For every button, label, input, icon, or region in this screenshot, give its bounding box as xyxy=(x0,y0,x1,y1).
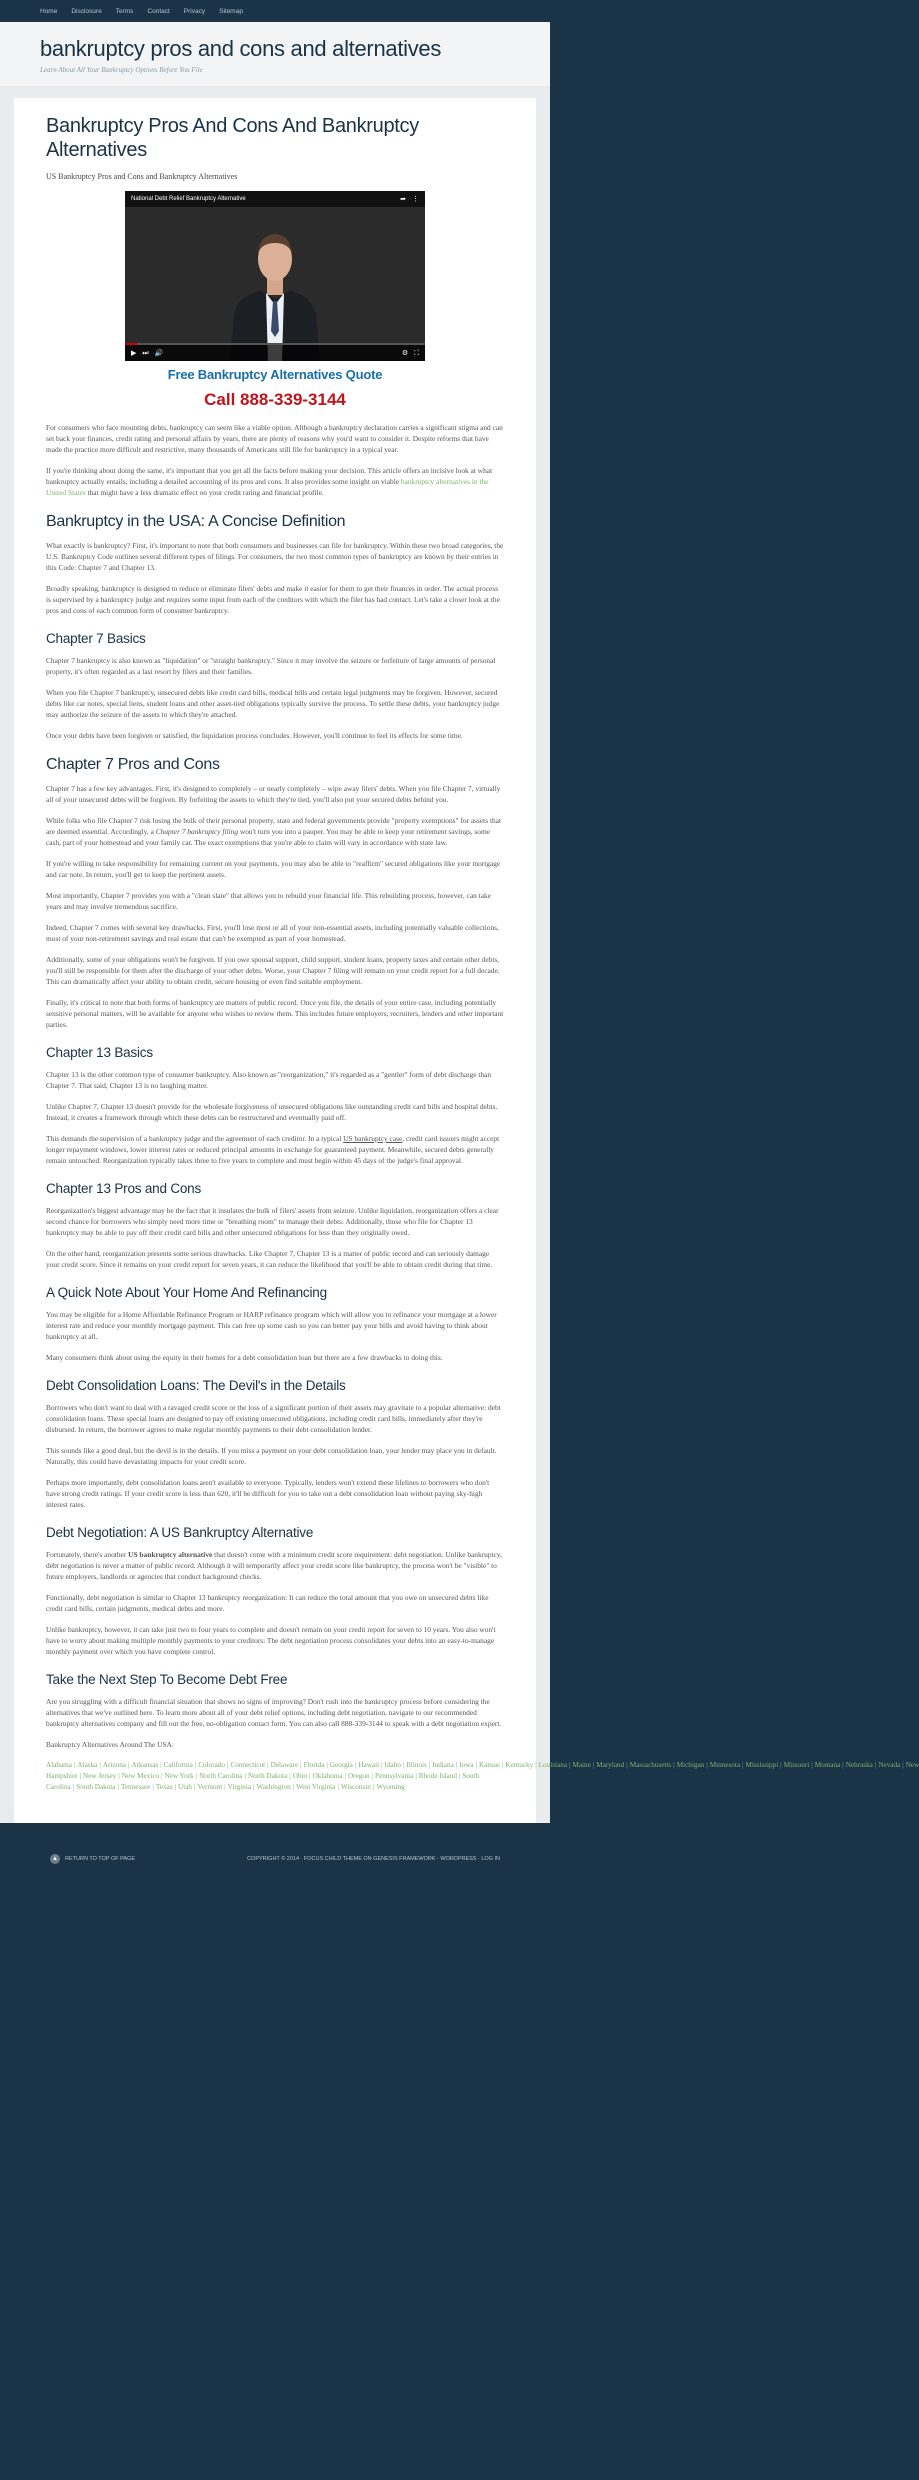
play-icon[interactable]: ▶ xyxy=(131,349,137,357)
paragraph: Most importantly, Chapter 7 provides you with a "clean slate" that allows you to rebuild your financial life. This rebuilding process, however, can take years and may involve tremendous sacrifice. xyxy=(46,891,491,911)
paragraph: Chapter 13 is the other common type of consumer bankruptcy. Also known as "reorganization," it's regarded as a "gentler" form of debt discharge than Chapter 7. That said, Chapter 13 is no laughing matter. xyxy=(46,1070,492,1090)
state-link[interactable]: Colorado xyxy=(198,1761,225,1769)
state-link[interactable]: Ohio xyxy=(292,1772,308,1780)
paragraph: Finally, it's critical to note that both forms of bankruptcy are matters of public record. Once you file, the details of your entire case, including potentially sensitive personal matters, will be available for anyone who wishes to review them. This includes future employers, recruiters, lenders and other important parties. xyxy=(46,998,504,1029)
section-heading: Take the Next Step To Become Debt Free xyxy=(46,1672,288,1687)
state-link[interactable]: Alaska xyxy=(77,1761,98,1769)
state-link[interactable]: California xyxy=(163,1761,193,1769)
state-link[interactable]: Michigan xyxy=(676,1761,705,1769)
paragraph: Chapter 7 bankruptcy is also known as "liquidation" or "straight bankruptcy." Since it may involve the seizure or forfeiture of large amounts of personal property, it's often regarded as a last resort by filers and their families. xyxy=(46,656,496,676)
nav-item-sitemap[interactable]: Sitemap xyxy=(219,7,243,15)
site-tagline: Learn About All Your Bankruptcy Options Before You File xyxy=(40,66,203,74)
paragraph: While folks who file Chapter 7 risk losing the bulk of their personal property, state and federal governments provide "property exemptions" for assets that are deemed essential. Accordingly, a Chapter 7 bankruptcy filing won't turn you into a pauper. You may be able to keep your retirement savings, some cash, part of your homestead and your family car. The exact exemptions that you're able to claim will vary in accordance with state law. xyxy=(46,816,502,847)
next-icon[interactable]: ⏭ xyxy=(142,348,149,357)
state-link[interactable]: New Jersey xyxy=(83,1772,117,1780)
state-link[interactable]: Texas xyxy=(155,1783,173,1791)
paragraph: Unlike Chapter 7, Chapter 13 doesn't provide for the wholesale forgiveness of unsecured obligations like outstanding credit card bills and hospital debts. Instead, it creates a framework through which these debts can be restructured and eventually paid off. xyxy=(46,1102,498,1122)
top-nav xyxy=(0,0,550,22)
state-link[interactable]: New Mexico xyxy=(121,1772,160,1780)
state-link[interactable]: Kansas xyxy=(479,1761,500,1769)
state-link[interactable]: Wisconsin xyxy=(340,1783,371,1791)
state-link[interactable]: Nevada xyxy=(878,1761,901,1769)
state-link[interactable]: Washington xyxy=(256,1783,291,1791)
video-title: National Debt Relief Bankruptcy Alternative xyxy=(131,196,246,202)
settings-icon[interactable]: ⚙ xyxy=(401,349,409,357)
state-link[interactable]: Illinois xyxy=(406,1761,427,1769)
state-link[interactable]: Oregon xyxy=(347,1772,370,1780)
state-link[interactable]: Maine xyxy=(572,1761,591,1769)
volume-icon[interactable]: 🔊 xyxy=(154,349,164,357)
content-wrap xyxy=(0,86,919,1823)
article xyxy=(14,98,919,1823)
state-link[interactable]: Arizona xyxy=(102,1761,126,1769)
state-link[interactable]: Arkansas xyxy=(131,1761,159,1769)
state-link[interactable]: Mississippi xyxy=(745,1761,779,1769)
site-footer xyxy=(0,1823,550,1895)
paragraph: Reorganization's biggest advantage may be the fact that it insulates the bulk of filers' assets from seizure. Unlike liquidation, reorganization offers a clear second chance for borrowers who simply need more time or "breathing room" to manage their debts. Additionally, those who file for Chapter 13 bankruptcy may be able to pay off their credit card bills and other unsecured obligations for less than they originally owed. xyxy=(46,1206,499,1237)
states-list-heading: Bankruptcy Alternatives Around The USA: xyxy=(46,1740,174,1749)
video-player[interactable] xyxy=(125,191,425,361)
state-link[interactable]: Minnesota xyxy=(709,1761,741,1769)
section-heading: A Quick Note About Your Home And Refinancing xyxy=(46,1285,327,1300)
paragraph: You may be eligible for a Home Affordable Refinance Program or HARP refinance program which will allow you to refinance your mortgage at a lower interest rate and reduce your monthly mortgage payment. This can free up some cash so you can better pay your bills and avoid having to think about bankruptcy at all. xyxy=(46,1310,497,1341)
state-link[interactable]: New York xyxy=(164,1772,194,1780)
site-title[interactable]: bankruptcy pros and cons and alternatives xyxy=(40,36,442,61)
state-link[interactable]: North Carolina xyxy=(199,1772,243,1780)
state-link[interactable]: Hawaii xyxy=(358,1761,380,1769)
state-link[interactable]: Delaware xyxy=(270,1761,299,1769)
paragraph: Unlike bankruptcy, however, it can take just two to four years to complete and doesn't remain on your credit report for seven to 10 years. You also won't have to worry about making multiple monthly payments to your creditors: The debt negotiation process consolidates your debts into an easy-to-manage monthly payment over which you have complete control. xyxy=(46,1625,496,1656)
site-header xyxy=(0,22,550,86)
state-link[interactable]: Oklahoma xyxy=(312,1772,343,1780)
state-link[interactable]: Vermont xyxy=(197,1783,223,1791)
copyright: COPYRIGHT © 2014 · FOCUS CHILD THEME ON GENESIS FRAMEWORK · WORDPRESS · LOG IN xyxy=(247,1856,500,1862)
paragraph: Indeed, Chapter 7 comes with several key drawbacks. First, you'll lose most or all of your non-essential assets, including potentially valuable collections, most of your non-retirement savings and real estate that can't be exempted as part of your homestead. xyxy=(46,923,499,943)
intro-p1: For consumers who face mounting debts, bankruptcy can seem like a viable option. Although a bankruptcy declaration carries a significant stigma and can set back your finances, credit rating and personal affairs by years, there are plenty of reasons why you'd want to consider it. Despite reforms that have made the practice more difficult and restrictive, many thousands of Americans still file for bankruptcy in a typical year. xyxy=(46,423,503,454)
state-link[interactable]: Connecticut xyxy=(230,1761,266,1769)
state-link[interactable]: Montana xyxy=(814,1761,841,1769)
back-to-top-label: RETURN TO TOP OF PAGE xyxy=(65,1856,135,1862)
nav-item-home[interactable]: Home xyxy=(40,7,58,15)
section-heading: Chapter 13 Basics xyxy=(46,1045,153,1060)
paragraph: When you file Chapter 7 bankruptcy, unsecured debts like credit card bills, medical bills and certain legal judgments may be forgiven. However, secured debts like car notes, special liens, student loans and other asset-tied obligations typically survive the process. To settle these debts, your bankruptcy judge may authorize the seizure of the assets to which they're attached. xyxy=(46,688,500,719)
nav-item-privacy[interactable]: Privacy xyxy=(183,7,206,15)
paragraph: What exactly is bankruptcy? First, it's important to note that both consumers and businesses can file for bankruptcy. Within these two broad categories, the U.S. Bankruptcy Code outlines several different types of filings. For consumers, the two most common types of bankruptcy are known by their entries in this Code: Chapter 7 and Chapter 13. xyxy=(46,541,504,572)
share-icon[interactable]: ➦ xyxy=(400,196,406,203)
state-link[interactable]: Utah xyxy=(178,1783,192,1791)
intro-p2: If you're thinking about doing the same, it's important that you get all the facts before making your decision. This article offers an incisive look at what bankruptcy actually entails, including a detailed accounting of its pros and cons. It also provides some insight on viable bankruptcy alternatives in the United States that might have a less dramatic effect on your credit rating and financial profile. xyxy=(46,466,493,497)
state-link[interactable]: Missouri xyxy=(783,1761,810,1769)
nav-item-contact[interactable]: Contact xyxy=(147,7,170,15)
state-link[interactable]: Iowa xyxy=(459,1761,474,1769)
paragraph: Perhaps more importantly, debt consolidation loans aren't available to everyone. Typically, lenders won't extend these lifelines to borrowers who don't have strong credit ratings. If your credit score is less than 620, it'll be difficult for you to take out a debt consolidation loan without paying sky-high interest rates. xyxy=(46,1478,490,1509)
arrow-up-icon: ▲ xyxy=(50,1854,60,1864)
paragraph: This sounds like a good deal, but the devil is in the details. If you miss a payment on your debt consolidation loan, your lender may place you in default. Naturally, this could have devastating impacts for your credit score. xyxy=(46,1446,497,1466)
section-heading: Debt Consolidation Loans: The Devil's in the Details xyxy=(46,1378,346,1393)
back-to-top[interactable] xyxy=(50,1854,135,1864)
state-link[interactable]: Nebraska xyxy=(845,1761,873,1769)
video-title-bar xyxy=(125,191,425,207)
paragraph: Fortunately, there's another US bankruptcy alternative that doesn't come with a minimum credit score requirement: debt negotiation. Unlike bankruptcy, debt negotiation is never a matter of public record. Although it will temporarily affect your credit score like bankruptcy, the process won't be "visible" to future employers, landlords or agencies that conduct background checks. xyxy=(46,1550,502,1581)
section-heading: Chapter 7 Basics xyxy=(46,631,146,646)
paragraph: Once your debts have been forgiven or satisfied, the liquidation process concludes. However, you'll continue to feel its effects for some time. xyxy=(46,731,463,740)
post-title: Bankruptcy Pros And Cons And Bankruptcy Alternatives xyxy=(46,115,419,161)
state-link[interactable]: New Hampshire xyxy=(46,1761,919,1780)
state-link[interactable]: Alabama xyxy=(46,1761,72,1769)
bankruptcy-case-link[interactable]: US bankruptcy case xyxy=(343,1134,403,1143)
paragraph: Many consumers think about using the equity in their homes for a debt consolidation loan but there are a few drawbacks to doing this. xyxy=(46,1353,443,1362)
alternatives-link[interactable]: bankruptcy alternatives in the United States xyxy=(46,477,489,497)
state-link[interactable]: Idaho xyxy=(384,1761,401,1769)
state-link[interactable]: Indiana xyxy=(432,1761,454,1769)
states-list: Alabama | Alaska | Arizona | Arkansas | California | Colorado | Connecticut | Delaware | Florida | Georgia | Hawaii | Idaho | Illinois | Indiana | Iowa | Kansas | Kentucky | Louisiana | Maine | Maryland | Massachusetts | Michigan | Minnesota | Mississippi | Missouri | Montana | Nebraska | Nevada | New Hampshire | New Jersey | New Mexico | New York | North Carolina | North Dakota | Ohio | Oklahoma | Oregon | Pennsylvania | Rhode Island | South Carolina | South Dakota | Tennessee | Texas | Utah | Vermont | Virginia | Washington | West Virginia | Wisconsin | Wyoming xyxy=(46,1761,919,1791)
state-link[interactable]: Tennessee xyxy=(120,1783,151,1791)
state-link[interactable]: North Dakota xyxy=(247,1772,288,1780)
nav-item-disclosure[interactable]: Disclosure xyxy=(71,7,102,15)
more-icon[interactable]: ⋮ xyxy=(412,196,419,203)
phone-number[interactable]: Call 888-339-3144 xyxy=(204,390,346,409)
post-subtitle: US Bankruptcy Pros and Cons and Bankruptcy Alternatives xyxy=(46,172,238,181)
fullscreen-icon[interactable]: ⛶ xyxy=(414,348,419,357)
paragraph: Additionally, some of your obligations won't be forgiven. If you owe spousal support, child support, student loans, property taxes and certain other debts, you'll still be responsible for them after the discharge of your other debts. Worse, your Chapter 7 filing will remain on your credit report for a full decade. This can dramatically affect your ability to obtain credit, secure housing or even find suitable employment. xyxy=(46,955,500,986)
state-link[interactable]: South Carolina xyxy=(46,1772,480,1791)
state-link[interactable]: Massachusetts xyxy=(629,1761,672,1769)
nav-item-terms[interactable]: Terms xyxy=(115,7,134,15)
state-link[interactable]: Louisiana xyxy=(538,1761,568,1769)
state-link[interactable]: Georgia xyxy=(329,1761,353,1769)
section-heading: Chapter 7 Pros and Cons xyxy=(46,756,220,773)
state-link[interactable]: South Dakota xyxy=(76,1783,116,1791)
paragraph: Chapter 7 has a few key advantages. First, it's designed to completely – or nearly completely – wipe away filers' debts. When you file Chapter 7, virtually all of your unsecured debts will be forgiven. By forfeiting the assets to which they're tied, you'll also put your secured debts behind you. xyxy=(46,784,501,804)
video-controls xyxy=(125,345,425,361)
state-link[interactable]: Wyoming xyxy=(376,1783,405,1791)
paragraph: Are you struggling with a difficult financial situation that shows no signs of improving? Don't rush into the bankruptcy process before considering the alternatives that we've outlined here. To learn more about all of your debt relief options, including debt negotiation, navigate to our recommended bankruptcy alternatives company and fill out the free, no-obligation contact form. You can also call 888-339-3144 to speak with a debt negotiation expert. xyxy=(46,1697,502,1728)
paragraph: Functionally, debt negotiation is similar to Chapter 13 bankruptcy reorganization: It can reduce the total amount that you owe on unsecured debts like credit card bills, certain judgments, medical debts and more. xyxy=(46,1593,489,1613)
paragraph: On the other hand, reorganization presents some serious drawbacks. Like Chapter 7, Chapter 13 is a matter of public record and can seriously damage your credit score. Since it remains on your credit report for seven years, it can reduce the likelihood that you'll be able to obtain credit during that time. xyxy=(46,1249,493,1269)
spokesperson-image xyxy=(220,213,330,361)
state-link[interactable]: Florida xyxy=(303,1761,325,1769)
paragraph: This demands the supervision of a bankruptcy judge and the agreement of each creditor. In a typical US bankruptcy case, credit card issuers might accept longer repayment windows, lower interest rates or reduced principal amounts in exchange for guaranteed payment. Meanwhile, secured debts generally remain untouched. Reorganization typically takes three to five years to complete and must begin within 45 days of the judge's final approval. xyxy=(46,1134,500,1165)
section-heading: Debt Negotiation: A US Bankruptcy Alternative xyxy=(46,1525,314,1540)
section-heading: Bankruptcy in the USA: A Concise Definition xyxy=(46,513,346,530)
paragraph: Broadly speaking, bankruptcy is designed to reduce or eliminate filers' debts and make it easier for them to get their finances in order. The actual process is supervised by a bankruptcy judge and requires some input from each of the creditors with which the filer has had contact. Let's take a closer look at the pros and cons of each common form of consumer bankruptcy. xyxy=(46,584,500,615)
state-link[interactable]: Virginia xyxy=(227,1783,252,1791)
state-link[interactable]: West Virginia xyxy=(296,1783,336,1791)
paragraph: Borrowers who don't want to deal with a ravaged credit score or the loss of a significant portion of their assets may gravitate to a popular alternative: debt consolidation loans. These special loans are designed to pay off existing unsecured obligations, including credit card bills, immediately after they're disbursed. In return, the borrower agrees to make regular monthly payments to their debt consolidation lender. xyxy=(46,1403,501,1434)
state-link[interactable]: Pennsylvania xyxy=(375,1772,414,1780)
quote-cta[interactable]: Free Bankruptcy Alternatives Quote xyxy=(167,367,383,382)
section-heading: Chapter 13 Pros and Cons xyxy=(46,1181,202,1196)
state-link[interactable]: Kentucky xyxy=(505,1761,534,1769)
state-link[interactable]: Rhode Island xyxy=(418,1772,457,1780)
state-link[interactable]: Maryland xyxy=(596,1761,625,1769)
paragraph: If you're willing to take responsibility for remaining current on your payments, you may also be able to "reaffirm" secured obligations like your mortgage and car note. In return, you'll get to keep the pertinent assets. xyxy=(46,859,501,879)
